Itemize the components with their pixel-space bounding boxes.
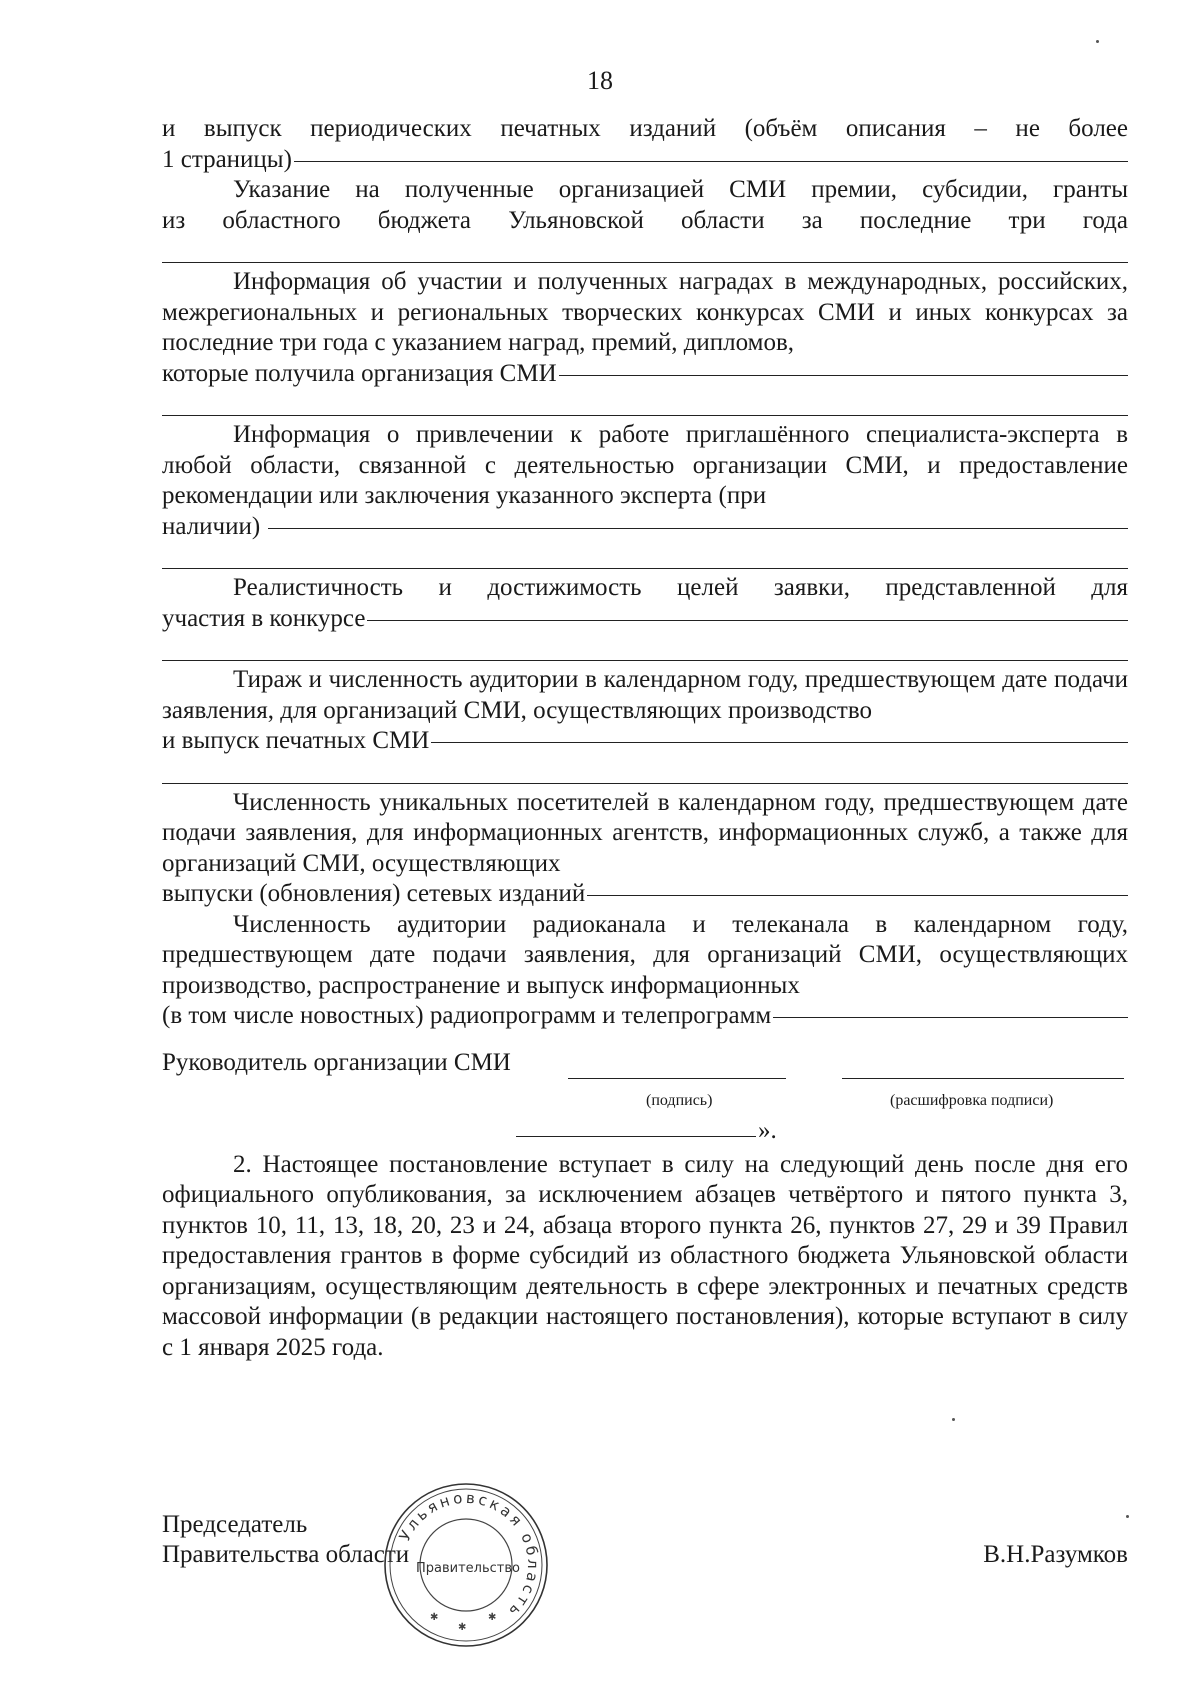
blank-line — [162, 542, 1128, 569]
blank-line — [162, 389, 1128, 416]
blank-field — [773, 1017, 1128, 1018]
footer-title-line1: Председатель — [162, 1511, 308, 1538]
signature-row — [162, 1048, 1128, 1086]
caption-signature: (подпись) — [646, 1091, 713, 1109]
signature-captions — [162, 1086, 1128, 1114]
paragraph-awards-subsidies: Указание на полученные организацией СМИ премии, субсидии, гранты — [233, 176, 1128, 203]
clause-2: 2. Настоящее постановление вступает в силу на следующий день после дня его официального опубликования, за исключением абзацев четвёртого и пятого пункта 3, пунктов 10, 11, 13, 18, 20, 23 и 24, абзаца второго пункта 26, пунктов 27, 29 и 39 Правил предоставления грантов в форме субсидий из областного бюджета Ульяновской области организациям, осуществляющим деятельность в сфере электронных и печатных средств массовой информации (в редакции настоящего постановления), которые вступают в силу с 1 января 2025 года. — [162, 1150, 1128, 1361]
closing-quote: ». — [758, 1116, 777, 1144]
paragraph-contest-end: которые получила организация СМИ — [162, 359, 557, 387]
blank-field — [559, 375, 1128, 376]
blank-line — [162, 634, 1128, 661]
fill-line-contest — [162, 359, 1128, 390]
footer-title-line2: Правительства области — [162, 1541, 410, 1568]
paragraph-expert: Информация о привлечении к работе приглашённого специалиста-эксперта в любой области, связанной с деятельностью организации СМИ, и предоставление рекомендации или заключения указанного эксперта (при — [162, 421, 1128, 509]
paragraph-circulation-end: и выпуск печатных СМИ — [162, 727, 430, 754]
page-number: 18 — [587, 66, 613, 95]
document-body — [162, 114, 1128, 1363]
signature-line — [568, 1078, 786, 1079]
paragraph-awards-subsidies-cont: из областного бюджета Ульяновской области за последние три года — [162, 206, 1128, 234]
fill-line-audience — [162, 1001, 1128, 1032]
seal-ring-text: Ульяновская область — [395, 1488, 543, 1623]
fill-line-goals — [162, 604, 1128, 635]
blank-field — [367, 620, 1128, 621]
paragraph-expert-end: наличии) — [162, 512, 267, 540]
fill-line-expert — [162, 512, 1128, 543]
signatory-name: В.Н.Разумков — [983, 1541, 1128, 1568]
scan-speck — [1096, 40, 1099, 43]
seal-star-icon: ✱ — [458, 1622, 467, 1633]
paragraph-periodicals-end: 1 страницы) — [162, 145, 292, 173]
blank-field — [431, 742, 1128, 743]
paragraph-visitors-end: выпуски (обновления) сетевых изданий — [162, 880, 586, 907]
seal-star-icon: ✱ — [488, 1612, 497, 1623]
scan-speck — [1126, 1515, 1129, 1518]
signature-decoding-line — [842, 1078, 1124, 1079]
blank-field — [268, 528, 1128, 529]
blank-line — [162, 236, 1128, 263]
scan-speck — [952, 1418, 955, 1421]
blank-field — [294, 161, 1128, 162]
paragraph-contest-participation: Информация об участии и полученных наградах в международных, российских, межрегиональных и региональных творческих конкурсах СМИ и иных конкурсах за последние три года с указанием наград, премий, дипломов, — [162, 268, 1128, 356]
seal-star-icon: ✱ — [430, 1612, 439, 1623]
signature-label: Руководитель организации СМИ — [162, 1048, 511, 1076]
blank-line — [162, 757, 1128, 784]
caption-decoding: (расшифровка подписи) — [890, 1091, 1054, 1109]
official-seal — [378, 1480, 554, 1650]
paragraph-circulation: Тираж и численность аудитории в календарном году, предшествующем дате подачи заявления, для организаций СМИ, осуществляющих производство — [162, 666, 1128, 724]
svg-text:Ульяновская область — [396, 1489, 542, 1623]
paragraph-audience: Численность аудитории радиоканала и телеканала в календарном году, предшествующем дате подачи заявления, для организаций СМИ, осуществляющих производство, распространение и выпуск информационных — [162, 910, 1128, 999]
seal-center-text: Правительство — [416, 1561, 520, 1576]
fill-line-periodicals — [162, 145, 1128, 176]
paragraph-unique-visitors: Численность уникальных посетителей в календарном году, предшествующем дате подачи заявления, для информационных агентств, информационных служб, а также для организаций СМИ, осуществляющих — [162, 788, 1128, 877]
paragraph-periodicals-line: и выпуск периодических печатных изданий (объём описания – не более — [162, 115, 1128, 142]
paragraph-goals: Реалистичность и достижимость целей заявки, представленной для — [233, 574, 1128, 601]
fill-line-visitors — [162, 879, 1128, 910]
paragraph-goals-end: участия в конкурсе — [162, 604, 366, 632]
closing-row — [162, 1114, 1128, 1148]
date-line — [516, 1136, 756, 1137]
fill-line-circulation — [162, 726, 1128, 757]
blank-field — [587, 895, 1128, 896]
paragraph-audience-end: (в том числе новостных) радиопрограмм и телепрограмм — [162, 1002, 772, 1029]
